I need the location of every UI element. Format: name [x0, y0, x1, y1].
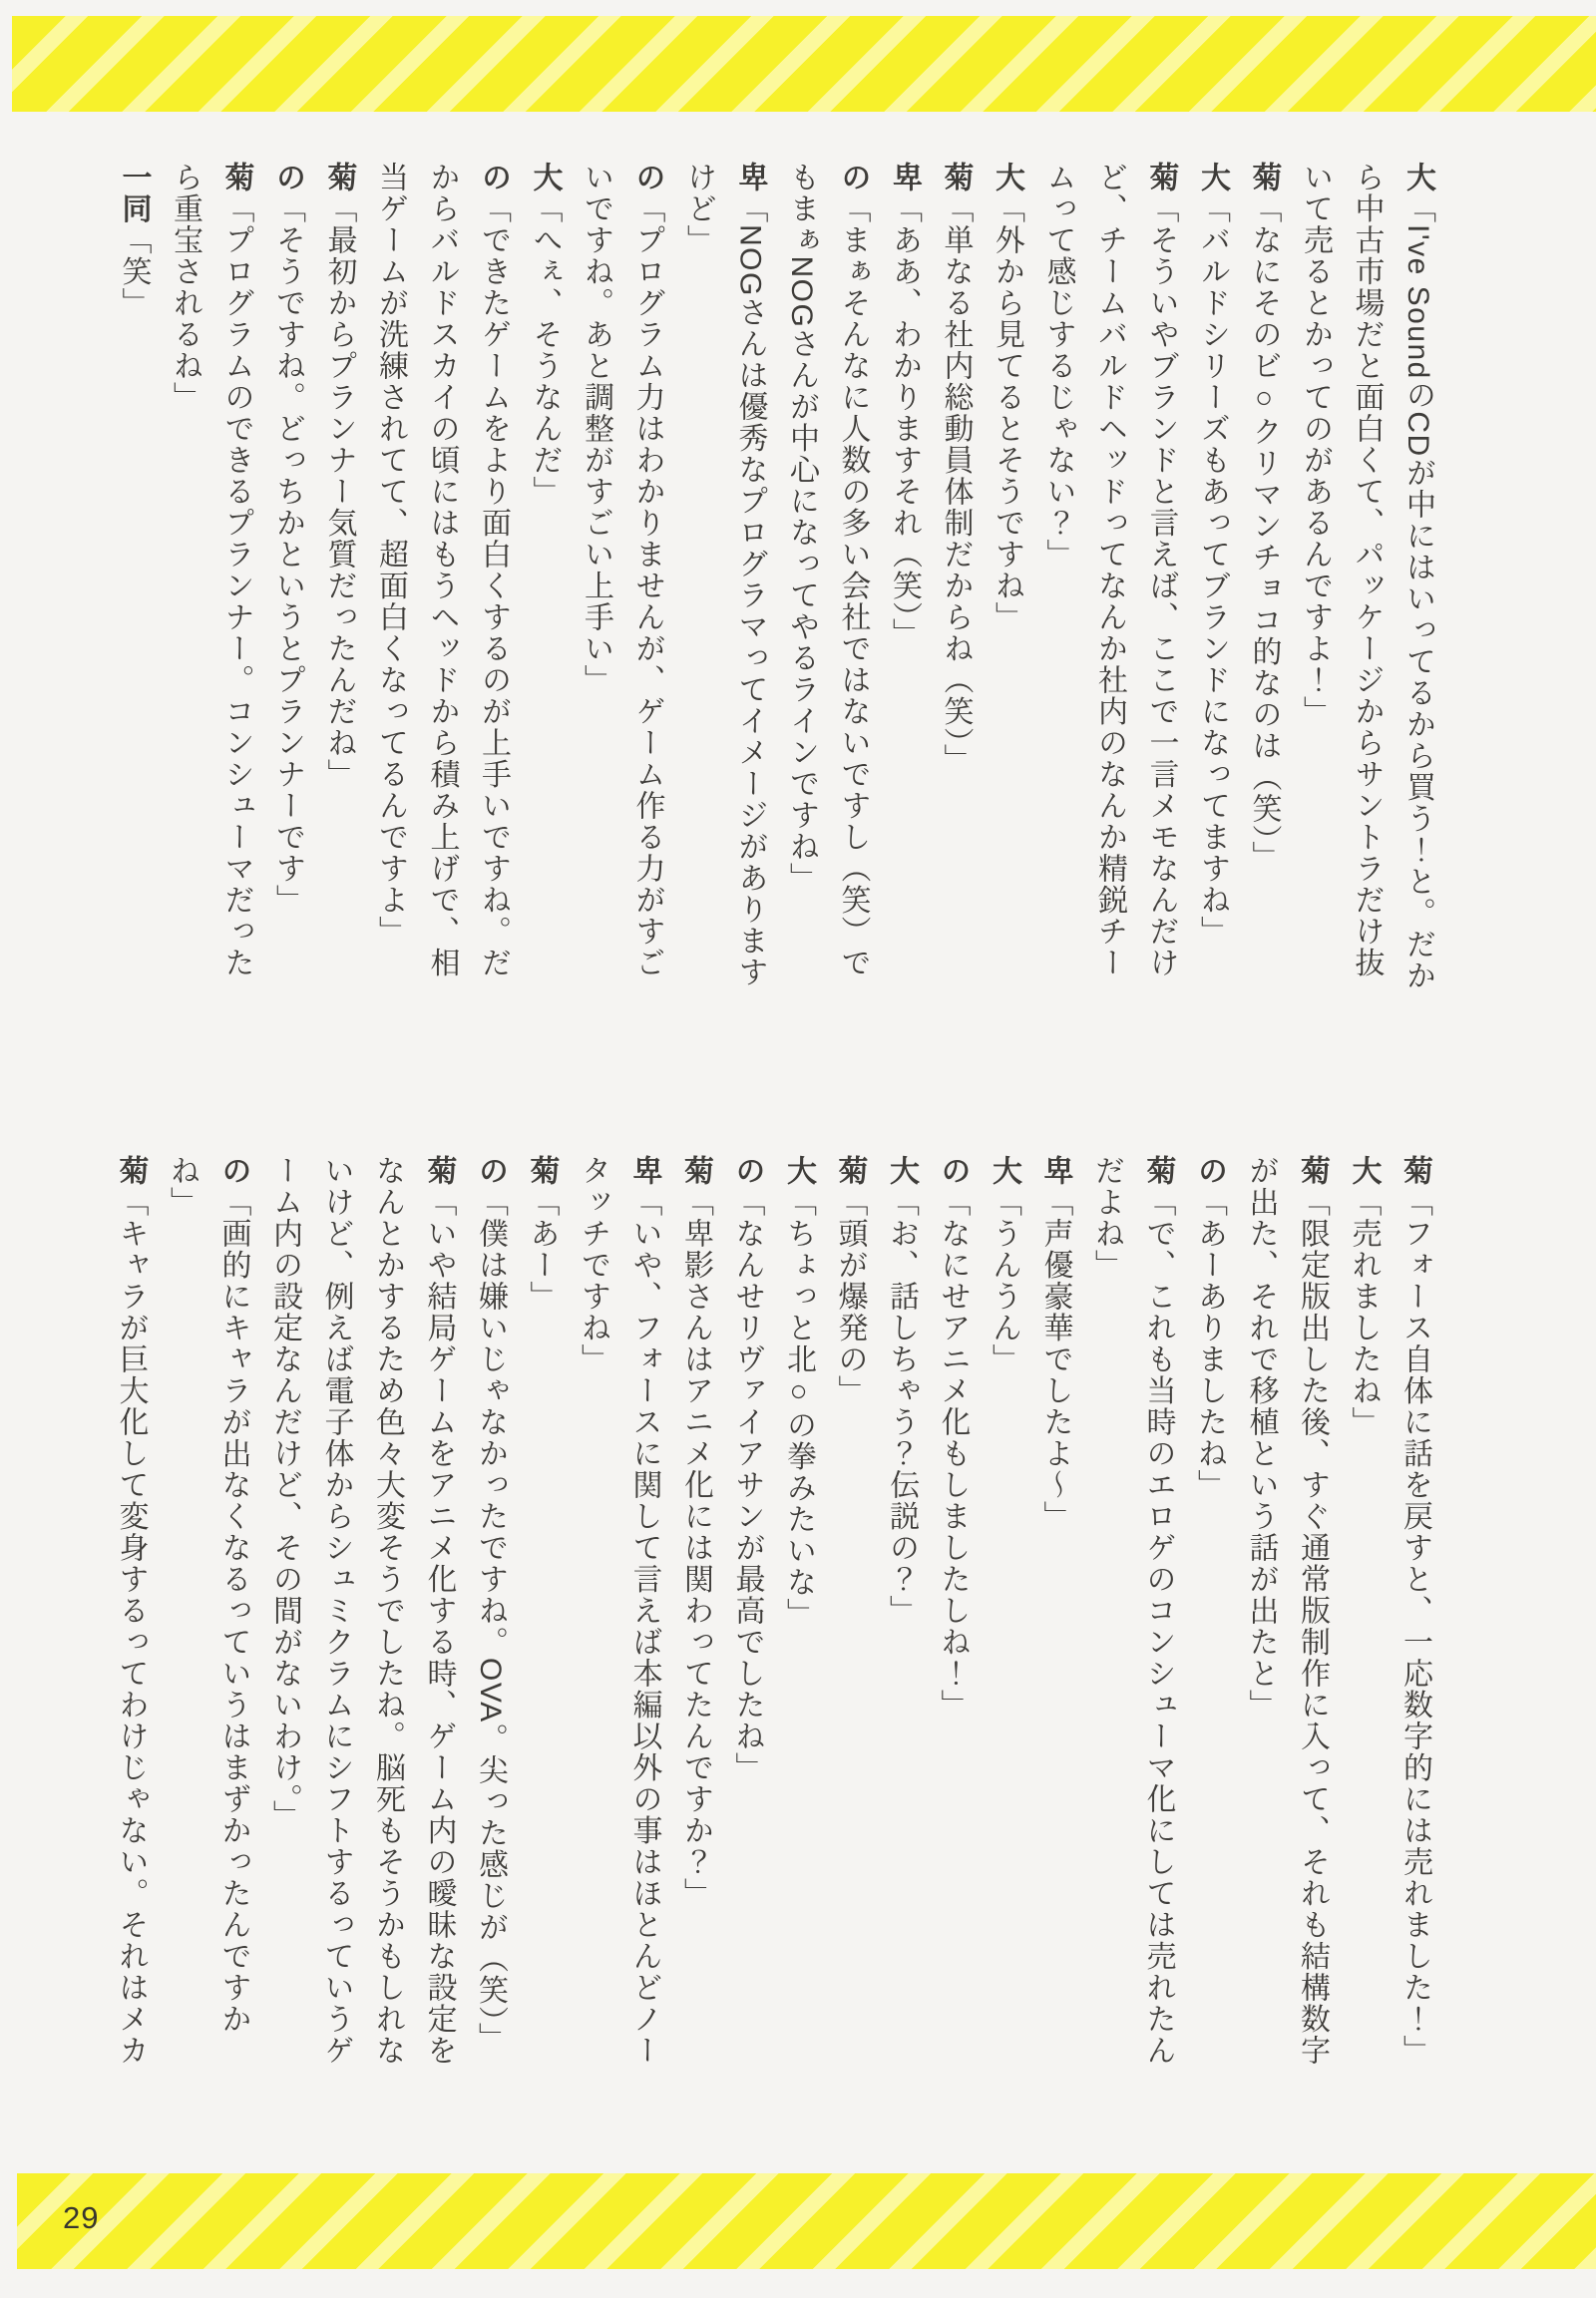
utterance	[108, 162, 160, 1009]
utterance-text: 「へぇ、そうなんだ」	[528, 192, 562, 508]
utterance-text: 「声優豪華でしたよ〜」	[1038, 1186, 1072, 1532]
utterance-text: 「卑影さんはアニメ化には関わってたんですか？」	[679, 1186, 712, 1909]
utterance	[571, 162, 673, 1009]
speaker-label: 卑	[1038, 1155, 1072, 1187]
utterance	[1081, 1155, 1184, 2073]
speaker-label: 菊	[1247, 162, 1281, 193]
speaker-label: 菊	[219, 162, 253, 193]
utterance	[721, 1155, 773, 2073]
utterance	[776, 162, 879, 1009]
utterance	[1338, 1155, 1390, 2073]
speaker-label: 菊	[322, 162, 356, 193]
utterance-text: 「頭が爆発の」	[833, 1186, 867, 1406]
utterance	[673, 162, 776, 1009]
bottom-stripe-band	[17, 2173, 1596, 2269]
top-stripe-band	[12, 16, 1596, 112]
utterance-text: 「いや結局ゲームをアニメ化する時、ゲーム内の曖昧な設定をなんとかするため色々大変そうでしたね。脳死もそうかもしれないけど、例えば電子体からシュミクラムにシフトするっていうゲーム内の設定なんだけど、その間がないわけ。」	[268, 1155, 456, 2067]
speaker-label: の	[474, 1155, 507, 1187]
utterance-text: 「なにせアニメ化もしましたしね！」	[936, 1186, 970, 1721]
speaker-label: 菊	[1141, 1155, 1175, 1187]
utterance-text: 「バルドシリーズもあってブランドになってますね」	[1196, 192, 1229, 948]
utterance	[519, 162, 571, 1009]
utterance	[465, 1155, 517, 2073]
utterance	[982, 162, 1033, 1009]
speaker-label: 大	[885, 1155, 918, 1187]
utterance-text: 「あー」	[525, 1186, 559, 1313]
utterance	[1029, 1155, 1081, 2073]
utterance	[979, 1155, 1030, 2073]
utterance-text: 「外から見てるとそうですね」	[991, 192, 1023, 633]
utterance-text: 「そうですね。どっちかというとプランナーです」	[271, 192, 304, 916]
speaker-label: の	[936, 1155, 970, 1187]
utterance	[259, 1155, 465, 2073]
utterance-text: 「で、これも当時のエロゲのコンシューマ化にしては売れたんだよね」	[1090, 1155, 1175, 2067]
utterance-text: 「お、話しちゃう？伝説の？」	[885, 1186, 918, 1627]
speaker-label: 卑	[627, 1155, 661, 1187]
utterance-text: 「僕は嫌いじゃなかったですね。OVA。尖った感じが（笑）」	[474, 1186, 507, 2055]
speaker-label: の	[836, 162, 870, 193]
speaker-label: 大	[1196, 162, 1229, 193]
utterance	[1290, 162, 1444, 1009]
utterance	[1187, 162, 1239, 1009]
utterance	[1390, 1155, 1441, 2073]
utterance-text: 「まぁそんなに人数の多い会社ではないですし（笑）でもまぁNOGさんが中心になってやるラインですね」	[785, 162, 870, 978]
utterance-text: 「なにそのビ○クリマンチョコ的なのは（笑）」	[1247, 192, 1281, 873]
speaker-label: の	[630, 162, 664, 193]
utterance	[313, 162, 365, 1009]
utterance-text: 「限定版出した後、すぐ通常版制作に入って、それも結構数字が出た、それで移植という話が出たと」	[1244, 1155, 1329, 2067]
utterance	[824, 1155, 876, 2073]
utterance-text: 「うんうん」	[988, 1186, 1020, 1375]
speaker-label: 大	[991, 162, 1023, 193]
utterance-text: 「プログラムのできるプランナー。コンシューマだったら重宝されるね」	[169, 162, 253, 978]
utterance	[930, 162, 982, 1009]
utterance-text: 「プログラム力はわかりませんが、ゲーム作る力がすごいですね。あと調整がすごい上手い」	[580, 162, 664, 978]
utterance-text: 「フォース自体に話を戻すと、一応数字的には売れました！」	[1398, 1186, 1431, 2067]
utterance-text: 「キャラが巨大化して変身するってわけじゃない。それはメカ	[114, 1186, 148, 2067]
interview-block-bottom	[105, 1155, 1440, 2073]
utterance	[105, 1155, 157, 2073]
speaker-label: 大	[1401, 162, 1434, 193]
speaker-label: 菊	[525, 1155, 559, 1187]
utterance-text: 「売れましたね」	[1347, 1186, 1381, 1438]
utterance	[879, 162, 931, 1009]
speaker-label: 菊	[1144, 162, 1178, 193]
utterance	[876, 1155, 928, 2073]
speaker-label: 大	[782, 1155, 815, 1187]
speaker-label: 菊	[1398, 1155, 1431, 1187]
page-number: 29	[63, 2200, 100, 2235]
speaker-label: 菊	[939, 162, 973, 193]
utterance-text: 「I've SoundのCDが中にはいってるから買う！と。だから中古市場だと面白くて、パッケージからサントラだけ抜いて売るとかってのがあるんですよ！」	[1299, 162, 1434, 992]
utterance-text: 「笑」	[117, 224, 151, 319]
speaker-label: の	[730, 1155, 764, 1187]
utterance	[160, 162, 262, 1009]
utterance	[516, 1155, 568, 2073]
utterance-text: 「あーありましたね」	[1193, 1186, 1226, 1501]
utterance-text: 「なんせリヴァイアサンが最高でしたね」	[730, 1186, 764, 1783]
speaker-label: 大	[1347, 1155, 1381, 1187]
speaker-label: の	[271, 162, 304, 193]
utterance	[1238, 162, 1290, 1009]
speaker-label: 大	[988, 1155, 1020, 1187]
utterance-text: 「最初からプランナー気質だったんだね」	[322, 192, 356, 790]
utterance-text: 「ちょっと北○の拳みたいな」	[782, 1186, 815, 1630]
speaker-label: 菊	[422, 1155, 456, 1187]
utterance-text: 「画的にキャラが出なくなるっていうはまずかったんですかね」	[166, 1155, 250, 2035]
utterance	[1235, 1155, 1338, 2073]
utterance-text: 「そういやブランドと言えば、ここで一言メモなんだけど、チームバルドヘッドってなんか社内のなんか精鋭チームって感じするじゃない？」	[1041, 162, 1178, 978]
utterance	[773, 1155, 825, 2073]
interview-block-top	[108, 162, 1443, 1009]
utterance	[1184, 1155, 1236, 2073]
speaker-label: の	[477, 162, 510, 193]
utterance	[670, 1155, 722, 2073]
utterance	[157, 1155, 259, 2073]
speaker-label: 一同	[117, 162, 151, 224]
utterance	[927, 1155, 979, 2073]
utterance-text: 「単なる社内総動員体制だからね（笑）」	[939, 192, 973, 775]
utterance-text: 「NOGさんは優秀なプログラマってイメージがありますけど」	[682, 162, 767, 988]
speaker-label: 卑	[733, 162, 767, 193]
speaker-label: の	[216, 1155, 250, 1187]
speaker-label: 大	[528, 162, 562, 193]
speaker-label: 卑	[888, 162, 921, 193]
speaker-label: の	[1193, 1155, 1226, 1187]
utterance	[262, 162, 314, 1009]
speaker-label: 菊	[114, 1155, 148, 1187]
utterance	[365, 162, 520, 1009]
utterance	[568, 1155, 670, 2073]
speaker-label: 菊	[679, 1155, 712, 1187]
utterance-text: 「いや、フォースに関して言えば本編以外の事はほとんどノータッチですね」	[577, 1155, 661, 2067]
speaker-label: 菊	[833, 1155, 867, 1187]
utterance-text: 「できたゲームをより面白くするのが上手いですね。だからバルドスカイの頃にはもうヘッドから積み上げで、相当ゲームが洗練されてて、超面白くなってるんですよ」	[374, 162, 510, 978]
utterance-text: 「ああ、わかりますそれ（笑）」	[888, 192, 921, 649]
speaker-label: 菊	[1296, 1155, 1329, 1187]
utterance	[1032, 162, 1187, 1009]
